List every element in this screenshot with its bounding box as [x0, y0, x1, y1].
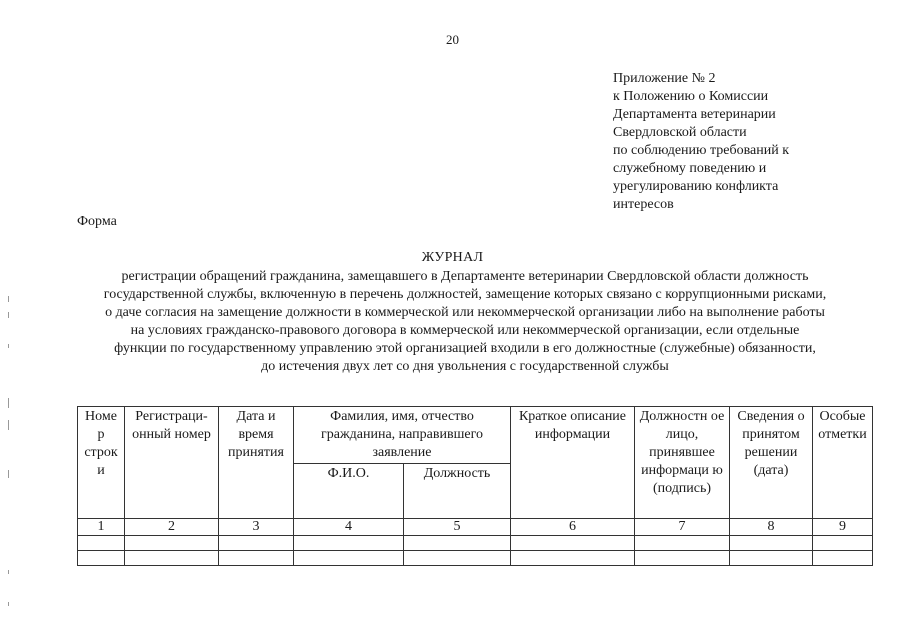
table-cell	[125, 536, 219, 551]
table-cell	[511, 551, 635, 566]
table-cell	[125, 551, 219, 566]
form-label: Форма	[77, 214, 117, 229]
appendix-line: по соблюдению требований к	[613, 143, 790, 158]
margin-mark	[8, 398, 9, 408]
journal-title: ЖУРНАЛ	[421, 250, 484, 265]
description-line: до истечения двух лет со дня увольнения с государственной службы	[261, 359, 669, 374]
header-decision: Сведения о принятом решении (дата)	[730, 407, 813, 519]
header-notes: Особые отметки	[813, 407, 873, 519]
description-line: государственной службы, включенную в перечень должностей, замещение которых связано с коррупционными рисками,	[103, 287, 827, 302]
column-number: 8	[730, 519, 813, 536]
margin-mark	[8, 344, 9, 348]
margin-mark	[8, 470, 9, 478]
header-date-time: Дата и время принятия	[219, 407, 294, 519]
appendix-line: к Положению о Комиссии	[613, 89, 769, 104]
description-line: о даче согласия на замещение должности в коммерческой или некоммерческой организации либо на выполнение работы	[105, 305, 825, 320]
column-number: 1	[78, 519, 125, 536]
header-row	[78, 407, 873, 464]
appendix-block	[613, 70, 873, 214]
appendix-line: служебному поведению и	[613, 161, 767, 176]
column-number: 5	[404, 519, 511, 536]
margin-mark	[8, 570, 9, 574]
column-number: 3	[219, 519, 294, 536]
table-cell	[404, 536, 511, 551]
table-cell	[813, 536, 873, 551]
margin-mark	[8, 312, 9, 318]
table-cell	[294, 536, 404, 551]
table-row	[78, 536, 873, 551]
table-cell	[294, 551, 404, 566]
header-official: Должностн ое лицо, принявшее информаци ю (подпись)	[635, 407, 730, 519]
header-position: Должность	[404, 464, 511, 519]
table-cell	[78, 536, 125, 551]
column-number: 6	[511, 519, 635, 536]
margin-mark	[8, 602, 9, 606]
table-cell	[635, 536, 730, 551]
table-cell	[635, 551, 730, 566]
journal-description	[60, 268, 870, 376]
header-fio: Ф.И.О.	[294, 464, 404, 519]
margin-marks	[8, 0, 12, 640]
page-number: 20	[446, 32, 459, 47]
header-summary: Краткое описание информации	[511, 407, 635, 519]
table-cell	[730, 551, 813, 566]
description-line: регистрации обращений гражданина, замещавшего в Департаменте ветеринарии Свердловской области должность	[121, 269, 809, 284]
column-number: 7	[635, 519, 730, 536]
description-line: функции по государственному управлению этой организацией входили в его должностные (служебные) обязанности,	[114, 341, 816, 356]
register-table	[77, 406, 873, 566]
table-cell	[511, 536, 635, 551]
description-line: на условиях гражданско-правового договора в коммерческой или некоммерческой организации, если отдельные	[130, 323, 800, 338]
table-cell	[730, 536, 813, 551]
margin-mark	[8, 296, 9, 302]
margin-mark	[8, 420, 9, 430]
header-row-number: Номе р строк и	[78, 407, 125, 519]
table-row	[78, 551, 873, 566]
table-cell	[78, 551, 125, 566]
column-number: 4	[294, 519, 404, 536]
header-reg-number: Регистраци- онный номер	[125, 407, 219, 519]
appendix-line: интересов	[613, 197, 674, 212]
appendix-line: урегулированию конфликта	[613, 179, 779, 194]
table-cell	[813, 551, 873, 566]
column-number: 9	[813, 519, 873, 536]
appendix-line: Департамента ветеринарии	[613, 107, 776, 122]
table-cell	[219, 551, 294, 566]
header-citizen: Фамилия, имя, отчество гражданина, направившего заявление	[294, 407, 511, 464]
table-cell	[404, 551, 511, 566]
appendix-line: Свердловской области	[613, 125, 747, 140]
appendix-line: Приложение № 2	[613, 71, 716, 86]
table-cell	[219, 536, 294, 551]
column-number-row	[78, 519, 873, 536]
column-number: 2	[125, 519, 219, 536]
